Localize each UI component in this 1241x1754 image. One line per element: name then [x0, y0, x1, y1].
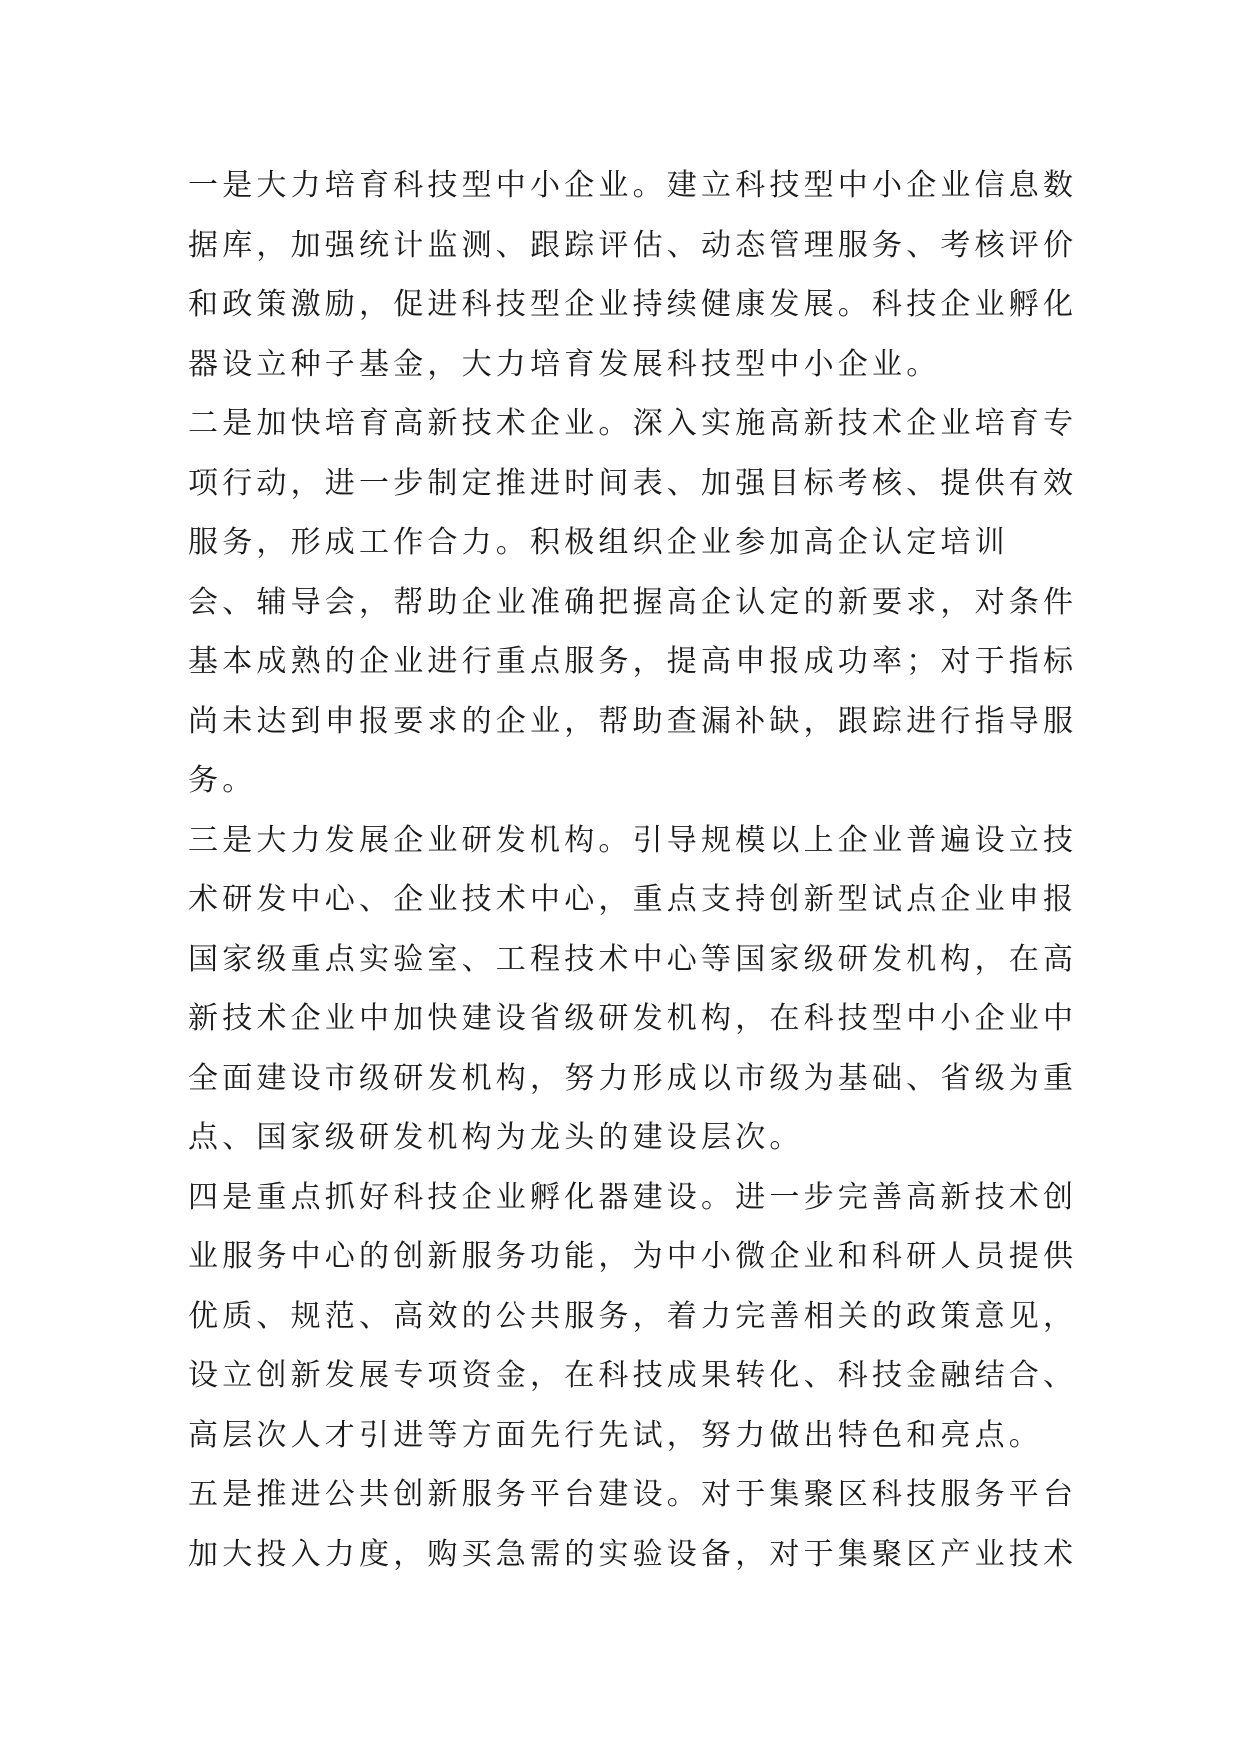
text-line: 务。	[188, 763, 257, 798]
text-line: 据库，加强统计监测、跟踪评估、动态管理服务、考核评价	[188, 227, 1078, 263]
text-line: 基本成熟的企业进行重点服务，提高申报成功率；对于指标	[188, 644, 1078, 679]
text-line: 二是加快培育高新技术企业。深入实施高新技术企业培育专	[188, 406, 1078, 441]
text-line: 国家级重点实验室、工程技术中心等国家级研发机构，在高	[188, 941, 1078, 977]
text-line: 设立创新发展专项资金，在科技成果转化、科技金融结合、	[188, 1358, 1078, 1393]
text-line: 项行动，进一步制定推进时间表、加强目标考核、提供有效	[188, 465, 1078, 501]
text-line: 业服务中心的创新服务功能，为中小微企业和科研人员提供	[188, 1239, 1078, 1274]
text-line: 术研发中心、企业技术中心，重点支持创新型试点企业申报	[188, 882, 1078, 917]
text-line: 高层次人才引进等方面先行先试，努力做出特色和亮点。	[188, 1417, 1043, 1453]
text-line: 器设立种子基金，大力培育发展科技型中小企业。	[188, 346, 941, 382]
text-line: 和政策激励，促进科技型企业持续健康发展。科技企业孵化	[188, 287, 1078, 322]
text-line: 优质、规范、高效的公共服务，着力完善相关的政策意见，	[188, 1298, 1078, 1334]
text-line: 五是推进公共创新服务平台建设。对于集聚区科技服务平台	[188, 1477, 1078, 1512]
text-line: 服务，形成工作合力。积极组织企业参加高企认定培训	[188, 525, 1009, 560]
text-line: 点、国家级研发机构为龙头的建设层次。	[188, 1120, 804, 1155]
text-line: 尚未达到申报要求的企业，帮助查漏补缺，跟踪进行指导服	[188, 703, 1078, 739]
text-line: 加大投入力度，购买急需的实验设备，对于集聚区产业技术	[188, 1536, 1078, 1572]
text-line: 三是大力发展企业研发机构。引导规模以上企业普遍设立技	[188, 822, 1078, 858]
text-line: 四是重点抓好科技企业孵化器建设。进一步完善高新技术创	[188, 1179, 1078, 1215]
text-line: 全面建设市级研发机构，努力形成以市级为基础、省级为重	[188, 1060, 1078, 1096]
text-line: 新技术企业中加快建设省级研发机构，在科技型中小企业中	[188, 1001, 1078, 1036]
text-line: 一是大力培育科技型中小企业。建立科技型中小企业信息数	[188, 168, 1078, 203]
text-line: 会、辅导会，帮助企业准确把握高企认定的新要求，对条件	[188, 584, 1078, 620]
body-text	[188, 156, 1078, 1584]
